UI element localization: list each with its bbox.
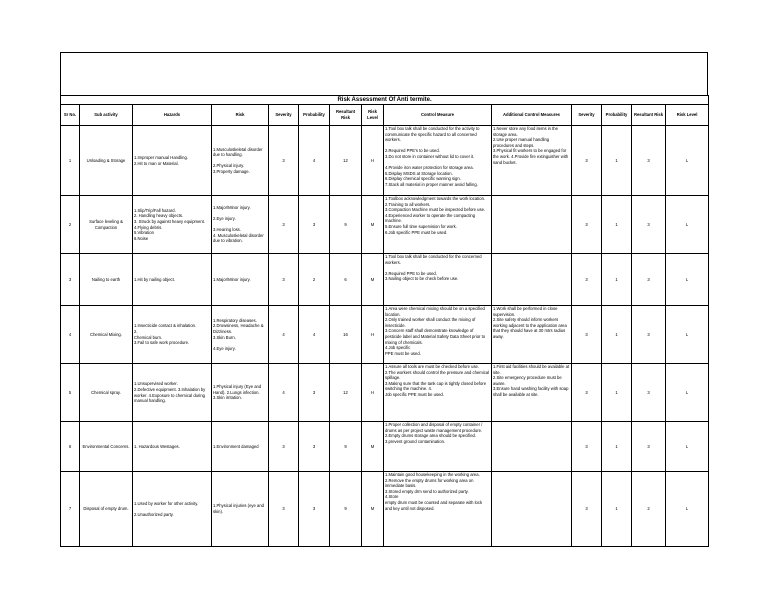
- cell-sub-activity: Chemical Mixing.: [80, 306, 133, 364]
- cell-risk: 1.Environment damaged: [212, 422, 269, 472]
- cell-risk-level: M: [362, 254, 384, 306]
- header-sub-activity: Sub activity: [80, 105, 133, 126]
- cell-control-measure: 1.Maintain good housekeeping in the working area. 2.Remove the empty drums for working area on immediate basis. 3.Stored empty drm send to authorized party. 4.Store empty drum must be counted and separate with lock and key until not disposed.: [384, 472, 492, 547]
- cell-control-measure: 1.Toolbox acknowledgment towards the work location. 2.Training to all workers. 3.Compaction Machine must be inspected before use. 4.Experienced worker to operate the compacting machine. 5.Ensure full time supervision for work. 6.Job specific PPE must be used.: [384, 196, 492, 254]
- cell-hazards: 1.Insecticide contact & inhalation. 2. Chemical burn. 3.Fail to safe work procedure.: [133, 306, 212, 364]
- cell-severity-after: 3: [572, 254, 602, 306]
- cell-risk-level: H: [362, 306, 384, 364]
- cell-risk-level: M: [362, 472, 384, 547]
- table-row: [61, 472, 709, 547]
- cell-severity-after: 3: [572, 306, 602, 364]
- cell-sr-no: 3: [61, 254, 80, 306]
- header-resultant-risk: Resultant Risk: [330, 105, 362, 126]
- cell-sr-no: 1: [61, 126, 80, 196]
- cell-severity-after: 3: [572, 364, 602, 422]
- title-row: [61, 96, 709, 105]
- header-risk-level-after: Risk Level: [666, 105, 709, 126]
- table-row: [61, 422, 709, 472]
- cell-probability-after: 1: [602, 126, 632, 196]
- header-risk: Risk: [212, 105, 269, 126]
- cell-severity: 3: [269, 126, 299, 196]
- cell-additional-control: 1.Work shall be performed in close supervision. 2.Site safety should inform workers working adjacent to the application area that they should have at 30 mtrs radius away.: [492, 306, 572, 364]
- cell-additional-control: 1.Never store any food items in the storage area. 2.Use proper manual handling procedures and steps. 3.Physical fit workers to be engaged for the work. 4.Provide fire extinguisher with sand bucket.: [492, 126, 572, 196]
- cell-resultant-risk: 6: [330, 254, 362, 306]
- cell-probability-after: 1: [602, 472, 632, 547]
- cell-probability: 4: [299, 306, 330, 364]
- cell-hazards: 1.Hit by nailing object.: [133, 254, 212, 306]
- cell-additional-control: [492, 196, 572, 254]
- cell-severity-after: 3: [572, 422, 602, 472]
- cell-risk-level-after: L: [666, 254, 709, 306]
- cell-risk: 1.Major/Minor injury.: [212, 254, 269, 306]
- cell-resultant-risk: 9: [330, 196, 362, 254]
- cell-control-measure: 1.Tool box talk shall be conducted for the concerned workers. 2.Required PPE to be used. 3.Nailing object to be check before use.: [384, 254, 492, 306]
- cell-probability-after: 1: [602, 422, 632, 472]
- cell-sub-activity: Unloading & Storage: [80, 126, 133, 196]
- cell-control-measure: 1.Area were chemical mixing should be on a specified location. 2.Only trained worker shall conduct the mixing of insecticide. 3.Concern staff shall demonstrate knowledge of pesticide label and Material Safety Data Sheet prior to mixing of chemicals. 4.Job specific PPE must be used.: [384, 306, 492, 364]
- cell-resultant-risk-after: 3: [632, 364, 666, 422]
- table-title: Risk Assessment Of Anti termite.: [61, 96, 709, 105]
- cell-probability-after: 1: [602, 306, 632, 364]
- cell-additional-control: [492, 472, 572, 547]
- blank-header-area: [60, 52, 708, 95]
- cell-resultant-risk: 9: [330, 422, 362, 472]
- cell-sub-activity: Chemical spray.: [80, 364, 133, 422]
- cell-risk-level-after: L: [666, 472, 709, 547]
- cell-sr-no: 7: [61, 472, 80, 547]
- cell-control-measure: 1.Tool box talk shall be conducted for the activity to communicate the specific hazard to all concerned workers. 2.Required PPE's to be used. 3.Do not store in container without lid to cover it. 4.Provide iron water protection for storage area. 5.Display MSDS at Storage location. 6.Display chemical specific warning sign. 7.Stack all material in proper manner avoid falling.: [384, 126, 492, 196]
- cell-sr-no: 6: [61, 422, 80, 472]
- cell-probability: 2: [299, 254, 330, 306]
- table-body: [61, 126, 709, 547]
- cell-severity: 3: [269, 422, 299, 472]
- cell-probability: 3: [299, 364, 330, 422]
- cell-severity: 3: [269, 254, 299, 306]
- header-probability: Probability: [299, 105, 330, 126]
- cell-resultant-risk-after: 3: [632, 422, 666, 472]
- table-row: [61, 364, 709, 422]
- cell-resultant-risk-after: 3: [632, 306, 666, 364]
- cell-resultant-risk: 16: [330, 306, 362, 364]
- cell-sub-activity: Surface leveling & Compaction: [80, 196, 133, 254]
- cell-resultant-risk-after: 3: [632, 126, 666, 196]
- cell-risk-level-after: L: [666, 196, 709, 254]
- cell-resultant-risk-after: 3: [632, 196, 666, 254]
- cell-risk: 1.Respiratory diseases. 2.Drowsiness, Headache & Dizziness. 3.Skin Burn. 4.Eye injury.: [212, 306, 269, 364]
- risk-assessment-table: [60, 95, 709, 547]
- header-risk-level: Risk Level: [362, 105, 384, 126]
- cell-additional-control: [492, 254, 572, 306]
- cell-sr-no: 5: [61, 364, 80, 422]
- cell-severity: 4: [269, 306, 299, 364]
- cell-sr-no: 4: [61, 306, 80, 364]
- cell-hazards: 1.Slip/Trip/Fall hazard. 2. Handling heavy objects. 3. Struck by against heavy equipment. 4.Flying debris. 5.Vibration 6.Noise: [133, 196, 212, 254]
- cell-risk-level: M: [362, 196, 384, 254]
- cell-severity-after: 3: [572, 472, 602, 547]
- cell-sub-activity: Environmental Concerns.: [80, 422, 133, 472]
- cell-risk-level: H: [362, 364, 384, 422]
- cell-risk-level-after: L: [666, 422, 709, 472]
- cell-probability-after: 1: [602, 364, 632, 422]
- cell-additional-control: [492, 422, 572, 472]
- cell-sub-activity: Disposal of empty drum.: [80, 472, 133, 547]
- cell-resultant-risk-after: 3: [632, 254, 666, 306]
- cell-resultant-risk: 12: [330, 364, 362, 422]
- cell-severity-after: 3: [572, 126, 602, 196]
- cell-probability: 4: [299, 126, 330, 196]
- cell-probability: 3: [299, 472, 330, 547]
- cell-risk-level-after: L: [666, 364, 709, 422]
- cell-sr-no: 2: [61, 196, 80, 254]
- risk-assessment-sheet: [60, 52, 708, 547]
- table-row: [61, 254, 709, 306]
- header-sr-no: Sr No.: [61, 105, 80, 126]
- cell-additional-control: 1.First aid facilities should be available at site. 2.Site emergency procedure must be aware. 3.Ensure hand washing facility with soap shall be available at site.: [492, 364, 572, 422]
- cell-probability: 3: [299, 196, 330, 254]
- cell-hazards: 1.Unsupervised worker. 2.Defective equipment. 3.Inhalation by worker. 4.Exposure to chemical during manual handling.: [133, 364, 212, 422]
- cell-control-measure: 1.Assure all tools are must be checked before use. 2.The workers should control the pressure and chemical spillage. 3.Making sure that the tank cap is tightly closed before switching the machine. 4. Job specific PPE must be used.: [384, 364, 492, 422]
- header-probability-after: Probability: [602, 105, 632, 126]
- header-row: [61, 105, 709, 126]
- cell-risk: 1.Physical injury (Eye and Hand). 2.Lungs infection. 3.Skin irritation.: [212, 364, 269, 422]
- cell-risk-level-after: L: [666, 126, 709, 196]
- header-severity: Severity: [269, 105, 299, 126]
- cell-resultant-risk: 12: [330, 126, 362, 196]
- cell-sub-activity: Nailing to earth: [80, 254, 133, 306]
- header-additional-control: Additional Control Measures: [492, 105, 572, 126]
- cell-risk: 1.Musculoskeletal disorder due to handling. 2.Physical injury. 3.Property damage.: [212, 126, 269, 196]
- cell-risk-level: H: [362, 126, 384, 196]
- cell-risk-level: M: [362, 422, 384, 472]
- cell-risk: 1.Physical injuries (eye and skin).: [212, 472, 269, 547]
- table-row: [61, 126, 709, 196]
- cell-probability: 3: [299, 422, 330, 472]
- cell-severity: 3: [269, 472, 299, 547]
- cell-probability-after: 1: [602, 254, 632, 306]
- cell-probability-after: 1: [602, 196, 632, 254]
- header-control-measure: Control Measure: [384, 105, 492, 126]
- header-resultant-risk-after: Resultant Risk: [632, 105, 666, 126]
- table-row: [61, 306, 709, 364]
- cell-severity-after: 3: [572, 196, 602, 254]
- cell-hazards: 1. Hazardous Westages.: [133, 422, 212, 472]
- cell-severity: 3: [269, 196, 299, 254]
- cell-resultant-risk-after: 2: [632, 472, 666, 547]
- cell-resultant-risk: 9: [330, 472, 362, 547]
- cell-risk: 1.Major/Minor injury. 2.Eye injury. 3.Hearing loss. 4. Musculoskeletal disorder due to vibration.: [212, 196, 269, 254]
- cell-risk-level-after: L: [666, 306, 709, 364]
- header-severity-after: Severity: [572, 105, 602, 126]
- cell-hazards: 1.Used by worker for other activity. 2.Unauthorized party.: [133, 472, 212, 547]
- table-row: [61, 196, 709, 254]
- header-hazards: Hazards: [133, 105, 212, 126]
- cell-severity: 4: [269, 364, 299, 422]
- cell-control-measure: 1.Proper collection and disposal of empty container / drums as per project waste management procedure. 2.Empty drums storage area should be specified. 3.prevent ground contamination.: [384, 422, 492, 472]
- cell-hazards: 1.Improper manual Handling. 2.Hit to man or Material.: [133, 126, 212, 196]
